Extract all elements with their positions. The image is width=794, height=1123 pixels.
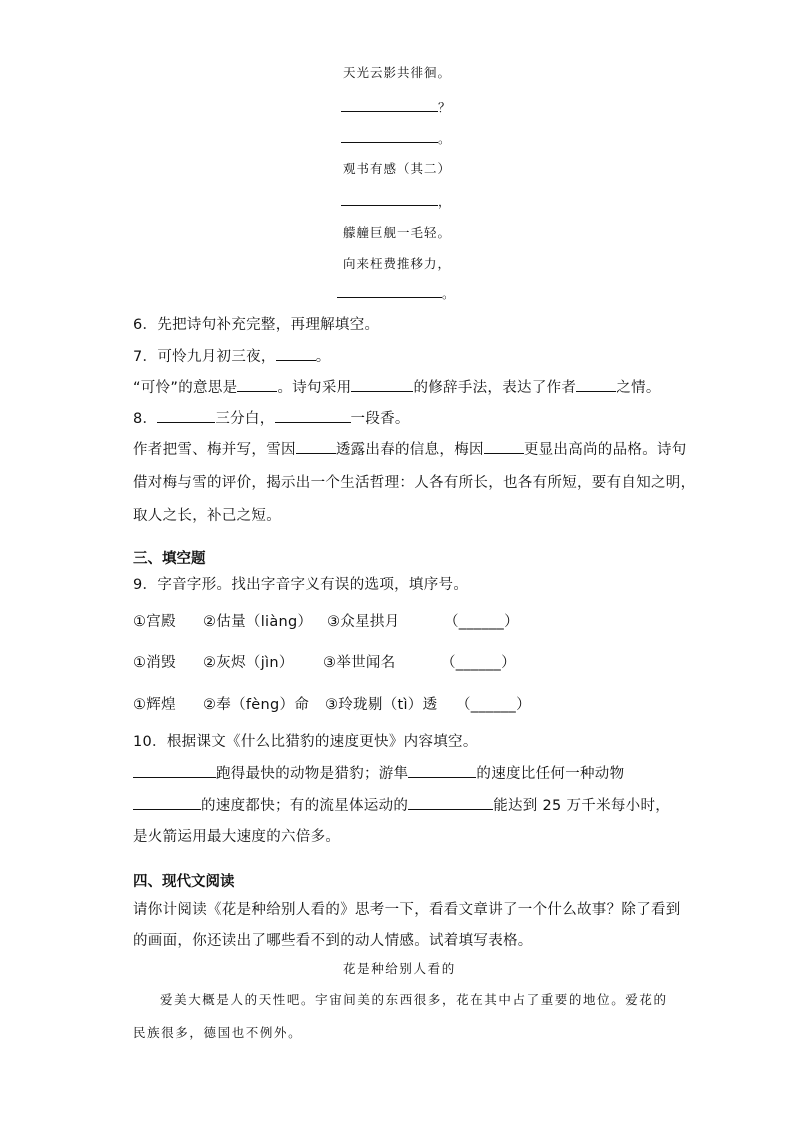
- question-7: [133, 350, 331, 365]
- section-3-heading: 三、填空题: [133, 551, 206, 567]
- q8-text-l2a: 作者把雪、梅并写，雪因: [133, 442, 296, 458]
- q8-text-a: 三分白，: [215, 411, 275, 427]
- question-8-line-4: 取人之长，补己之短。: [133, 508, 281, 524]
- q10-line-3: 是火箭运用最大速度的六倍多。: [133, 829, 341, 845]
- q8-text-b: 一段香。: [350, 411, 410, 427]
- q9-row-2: [133, 656, 516, 671]
- poem-line-3-end: 。: [438, 131, 452, 146]
- q7-blank-3[interactable]: [351, 390, 413, 392]
- question-7-line-2: [133, 381, 661, 396]
- q9-row1-option2: ②估量（liàng）: [203, 614, 313, 630]
- section-4-heading: 四、现代文阅读: [133, 874, 235, 890]
- q10-blank-4[interactable]: [408, 808, 493, 810]
- question-8: [133, 412, 410, 427]
- poem-line-2: [341, 102, 452, 115]
- q10-text-l1b: 的速度比任何一种动物: [476, 766, 625, 782]
- q9-row2-answer[interactable]: （______）: [441, 655, 516, 671]
- reading-intro-line-2: 的画面，你还读出了哪些看不到的动人情感。试着填写表格。: [133, 933, 533, 949]
- poem-line-7: 向来枉费推移力，: [343, 256, 452, 271]
- q8-num: 8．: [133, 411, 158, 427]
- article-paragraph-line-1: 爱美大概是人的天性吧。宇宙间美的东西很多，花在其中占了重要的地位。爱花的: [160, 992, 668, 1007]
- q8-text-l2c: 更显出高尚的品格。诗句: [523, 442, 687, 458]
- q9-row2-option3: ③举世闻名: [323, 655, 396, 671]
- q10-blank-3[interactable]: [133, 808, 201, 810]
- q7-prefix: 7．可怜九月初三夜，: [133, 349, 276, 365]
- q9-row2-option1: ①消毁: [133, 655, 176, 671]
- poem-line-2-end: ？: [438, 100, 452, 115]
- q10-line-1: [133, 767, 624, 782]
- q10-blank-2[interactable]: [408, 776, 476, 778]
- q9-row1-answer[interactable]: （______）: [444, 614, 519, 630]
- q9-row3-answer[interactable]: （______）: [456, 697, 531, 713]
- poem-blank-4[interactable]: [337, 296, 442, 298]
- poem-blank-2[interactable]: [341, 141, 438, 143]
- q7-text-d: 之情。: [616, 380, 661, 396]
- q7-blank-4[interactable]: [576, 390, 616, 392]
- q8-blank-4[interactable]: [484, 452, 524, 454]
- q8-text-l2b: 透露出春的信息，梅因: [335, 442, 484, 458]
- poem-line-1: 天光云影共徘徊。: [343, 65, 452, 80]
- q8-blank-3[interactable]: [296, 452, 336, 454]
- question-10: 10．根据课文《什么比猎豹的速度更快》内容填空。: [133, 734, 478, 750]
- question-6: 6．先把诗句补充完整，再理解填空。: [133, 317, 380, 333]
- q10-line-2: [133, 799, 670, 814]
- q7-text-b: 。诗句采用: [277, 380, 352, 396]
- q9-row3-option1: ①辉煌: [133, 697, 176, 713]
- q7-text-a: “可怜”的意思是: [133, 380, 238, 396]
- q10-text-l2b: 能达到 25 万千米每小时，: [493, 798, 671, 814]
- poem-line-6: 艨艟巨舰一毛轻。: [343, 225, 452, 240]
- q10-text-l2a: 的速度都快；有的流星体运动的: [201, 798, 409, 814]
- question-8-line-3: 借对梅与雪的评价，揭示出一个生活哲理：人各有所长，也各有所短，要有自知之明，: [133, 475, 696, 491]
- q9-row3-option3: ③玲珑剔（tì）透: [325, 697, 438, 713]
- q9-row3-option2: ②奉（fèng）命: [203, 697, 310, 713]
- q8-blank-2[interactable]: [275, 421, 351, 423]
- poem-line-8: [337, 288, 456, 301]
- article-title: 花是种给别人看的: [343, 961, 456, 976]
- poem-blank-1[interactable]: [341, 110, 438, 112]
- poem-line-5: [341, 196, 452, 209]
- poem-blank-3[interactable]: [341, 204, 438, 206]
- q9-row1-option1: ①宫殿: [133, 614, 176, 630]
- q7-blank-1[interactable]: [276, 359, 316, 361]
- q10-text-l1a: 跑得最快的动物是猎豹；游隼: [216, 766, 409, 782]
- q7-blank-2[interactable]: [237, 390, 277, 392]
- q8-blank-1[interactable]: [157, 421, 215, 423]
- q9-row-1: [133, 615, 519, 630]
- question-8-line-2: [133, 443, 687, 458]
- question-9: 9．字音字形。找出字音字义有误的选项，填序号。: [133, 577, 469, 593]
- article-paragraph-line-2: 民族很多，德国也不例外。: [133, 1025, 303, 1040]
- reading-intro-line-1: 请你计阅读《花是种给别人看的》思考一下，看看文章讲了一个什么故事？除了看到: [133, 902, 681, 918]
- q9-row-3: [133, 698, 531, 713]
- q9-row2-option2: ②灰烬（jìn）: [203, 655, 294, 671]
- poem-line-5-end: ，: [438, 194, 452, 209]
- poem-line-3: [341, 133, 452, 146]
- q9-row1-option3: ③众星拱月: [327, 614, 400, 630]
- q10-blank-1[interactable]: [133, 776, 216, 778]
- q7-text-c: 的修辞手法，表达了作者: [413, 380, 577, 396]
- q7-suffix: 。: [315, 349, 331, 365]
- poem-title-2: 观书有感（其二）: [343, 161, 452, 176]
- poem-line-8-end: 。: [442, 286, 456, 301]
